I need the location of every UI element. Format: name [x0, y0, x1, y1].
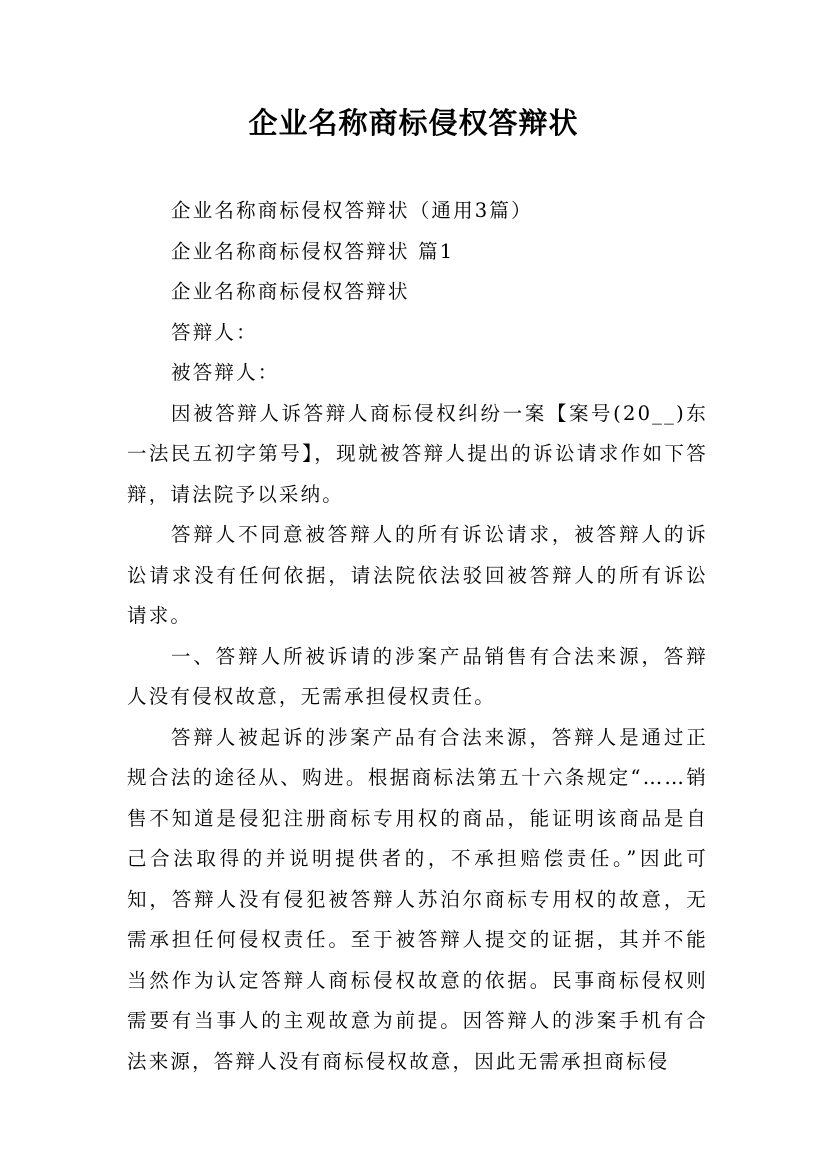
document-body [127, 191, 708, 1082]
body-paragraph: 答辩人被起诉的涉案产品有合法来源，答辩人是通过正规合法的途径从、购进。根据商标法第五十六条规定“……销售不知道是侵犯注册商标专用权的商品，能证明该商品是自己合法取得的并说明提供者的，不承担赔偿责任。”因此可知，答辩人没有侵犯被答辩人苏泊尔商标专用权的故意，无需承担任何侵权责任。至于被答辩人提交的证据，其并不能当然作为认定答辩人商标侵权故意的依据。民事商标侵权则需要有当事人的主观故意为前提。因答辩人的涉案手机有合法来源，答辩人没有商标侵权故意，因此无需承担商标侵 [127, 725, 708, 1073]
document-title: 企业名称商标侵权答辩状 [248, 106, 579, 140]
body-paragraph: 因被答辩人诉答辩人商标侵权纠纷一案【案号(20__)东一法民五初字第号】，现就被答辩人提出的诉讼请求作如下答辩，请法院予以采纳。 [127, 401, 708, 506]
document-subtitle: 企业名称商标侵权答辩状（通用3篇） [171, 199, 533, 222]
body-paragraph: 一、答辩人所被诉请的涉案产品销售有合法来源，答辩人没有侵权故意，无需承担侵权责任。 [127, 644, 708, 708]
section-title: 企业名称商标侵权答辩状 [171, 280, 410, 303]
respondent-label: 答辩人： [171, 320, 258, 344]
body-paragraph: 答辩人不同意被答辩人的所有诉讼请求，被答辩人的诉讼请求没有任何依据，请法院依法驳回被答辩人的所有诉讼请求。 [127, 523, 708, 627]
plaintiff-label: 被答辩人： [171, 361, 280, 384]
section-heading: 企业名称商标侵权答辩状 篇1 [171, 239, 455, 263]
